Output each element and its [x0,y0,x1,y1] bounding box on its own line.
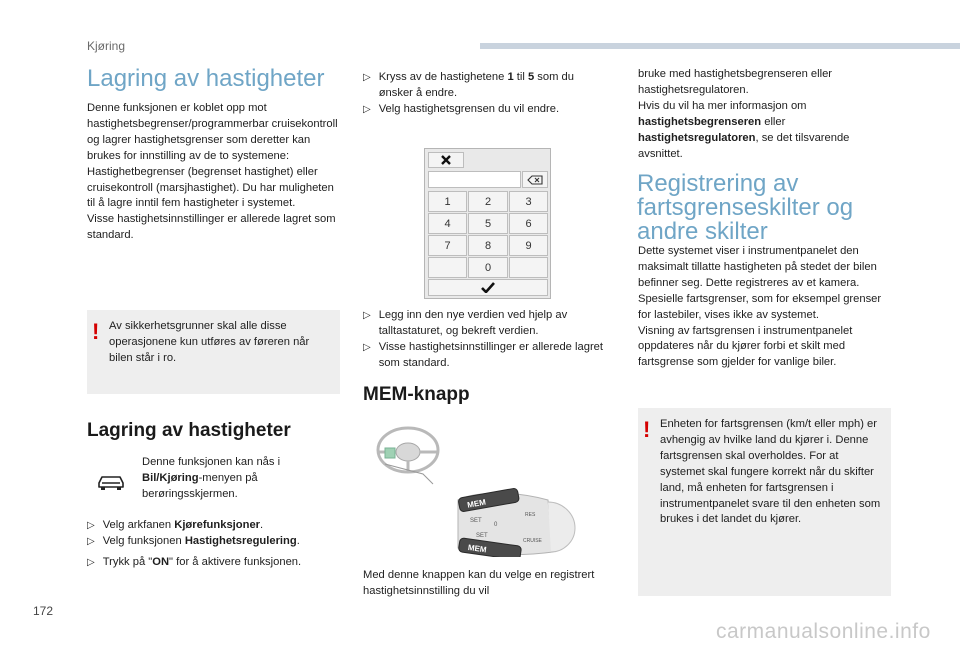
key-3[interactable]: 3 [509,191,548,212]
checkmark-icon [481,282,495,293]
set-plus-label: SET [470,518,482,524]
step-item [363,102,608,118]
key-6[interactable]: 6 [509,213,548,234]
warning-box [87,310,340,394]
step-item [363,70,608,102]
set-minus-label: SET [476,533,488,539]
info-text-mid: eller [761,115,786,128]
backspace-icon [527,175,543,185]
confirm-key[interactable] [428,279,548,296]
key-5[interactable]: 5 [468,213,508,234]
info-paragraph-1: bruke med hastighetsbegrenseren eller hastighetsregulatoren. [638,68,833,96]
info-text-post: , se det tilsvarende avsnittet. [638,131,850,160]
step-text: til [513,71,528,83]
key-2[interactable]: 2 [468,191,508,212]
step-item [363,340,608,372]
step-text: Velg funksjonen [102,534,185,547]
section-label: Kjøring [87,39,126,53]
cruise-label: CRUISE [523,538,542,544]
intro-paragraph: Denne funksjonen er koblet opp mot hastighetsbegrenser/programmerbar cruisekontroll og lagrer hastighetsgrenser som deretter kan brukes for innstilling av de to systemene: Hastighetbegrenser (begrenset hastighet) eller cruisekontroll (marsjhastighet). Du har muligheten til å lagre inntil fem hastigheter i systemet. [87,102,338,210]
touch-note-post: -menyen på berøringsskjermen. [142,471,258,500]
traffic-paragraph-1: Dette systemet viser i instrumentpanelet den maksimalt tillatte hastigheten på stedet der bilen befinner seg. Dette registreres av et kamera. [638,245,877,289]
triangle-bullet-icon: ▷ [363,341,371,353]
key-8[interactable]: 8 [468,235,508,256]
triangle-bullet-icon: ▷ [363,103,371,115]
step-text: . [296,534,300,547]
steps-bottom [363,308,608,372]
off-label: 0 [494,522,498,528]
step-item [87,555,342,571]
step-bold: Kjørefunksjoner [174,519,261,531]
traffic-paragraph-2: Spesielle fartsgrenser, som for eksempel grenser for lastebiler, vises ikke av systemet. [638,292,882,321]
step-item [363,308,608,340]
step-text: Velg hastighetsgrensen du vil endre. [378,102,560,115]
subsection-title: Lagring av hastigheter [87,420,291,441]
res-label: RES [525,512,536,518]
step-bold: ON [152,555,170,568]
touchscreen-note [142,455,292,503]
key-1[interactable]: 1 [428,191,467,212]
step-bold: Hastighetsregulering [184,534,297,547]
triangle-bullet-icon: ▷ [363,310,371,321]
key-blank-right [509,257,548,278]
step-bold: 1 [507,71,514,83]
info-text-pre: Hvis du vil ha mer informasjon om [638,99,807,112]
header-bar [480,43,960,49]
mem-bottom-label: MEM [467,542,488,555]
traffic-sign-text [638,244,888,371]
step-text: " for å aktivere funksjonen. [169,555,302,568]
steps-list [87,518,342,571]
mem-paragraph: Med denne knappen kan du velge en registrert hastighetsinnstilling du vil [363,569,595,597]
backspace-key[interactable] [522,171,548,188]
close-key[interactable] [428,152,464,168]
warning-units-text: Enheten for fartsgrensen (km/t eller mph) er avhengig av hvilke land du kjører i. Denne fartsgrensen skal overholdes. For at systemet skal fungere korrekt når du skifter land, må enheten for fartsgrensen i instrumentpanelet svare til den enheten som brukes i det landet du kjører. [660,418,881,526]
triangle-bullet-icon: ▷ [87,556,95,568]
intro-paragraph-2: Visse hastighetsinnstillinger er allerede lagret som standard. [87,213,336,242]
exclamation-icon: ! [92,319,100,344]
info-bold-2: hastighetsregulatoren [638,131,756,144]
intro-text [87,101,342,244]
numeric-keypad [424,148,551,299]
step-text: Trykk på " [102,555,153,568]
key-7[interactable]: 7 [428,235,467,256]
step-text: Legg inn den nye verdien ved hjelp av talltastaturet, og bekreft verdien. [378,309,568,337]
steps-top [363,70,608,118]
step-text: Visse hastighetsinnstillinger er allerede lagret som standard. [378,340,603,369]
key-blank-left [428,257,467,278]
warning-box-units [638,408,891,596]
info-bold-1: hastighetsbegrenseren [638,115,762,128]
touch-note-menu: Bil/Kjøring [142,471,199,484]
step-text: Kryss av de hastighetene [378,71,508,83]
info-paragraph-2 [638,99,888,163]
mem-title: MEM-knapp [363,384,470,405]
speed-display [428,171,521,188]
step-item [87,534,342,550]
close-icon [440,154,452,166]
car-icon [96,473,126,493]
key-9[interactable]: 9 [509,235,548,256]
key-0[interactable]: 0 [468,257,508,278]
page-number: 172 [33,604,54,618]
section-title: Registrering av fartsgrenseskilter og andre skilter [637,170,854,245]
exclamation-icon: ! [643,417,651,442]
traffic-paragraph-3: Visning av fartsgrensen i instrumentpanelet oppdateres når du kjører forbi et skilt med fartsgrense som gjelder for vanlige biler. [638,324,853,369]
key-4[interactable]: 4 [428,213,467,234]
triangle-bullet-icon: ▷ [87,520,95,531]
info-text [638,67,888,162]
triangle-bullet-icon: ▷ [87,535,95,547]
step-text: Velg arkfanen [102,519,175,531]
steering-wheel-illustration [363,422,593,557]
step-text: som du ønsker å endre. [378,71,574,99]
watermark: carmanualsonline.info [716,620,931,643]
step-item [87,518,342,534]
touch-note-pre: Denne funksjonen kan nås i [142,456,281,468]
step-text: . [260,519,264,531]
step-bold: 5 [527,71,535,83]
page-title: Lagring av hastigheter [87,65,325,92]
warning-text: Av sikkerhetsgrunner skal alle disse operasjonene kun utføres av føreren når bilen står i ro. [109,320,310,364]
triangle-bullet-icon: ▷ [363,72,371,83]
mem-top-label: MEM [466,497,487,510]
